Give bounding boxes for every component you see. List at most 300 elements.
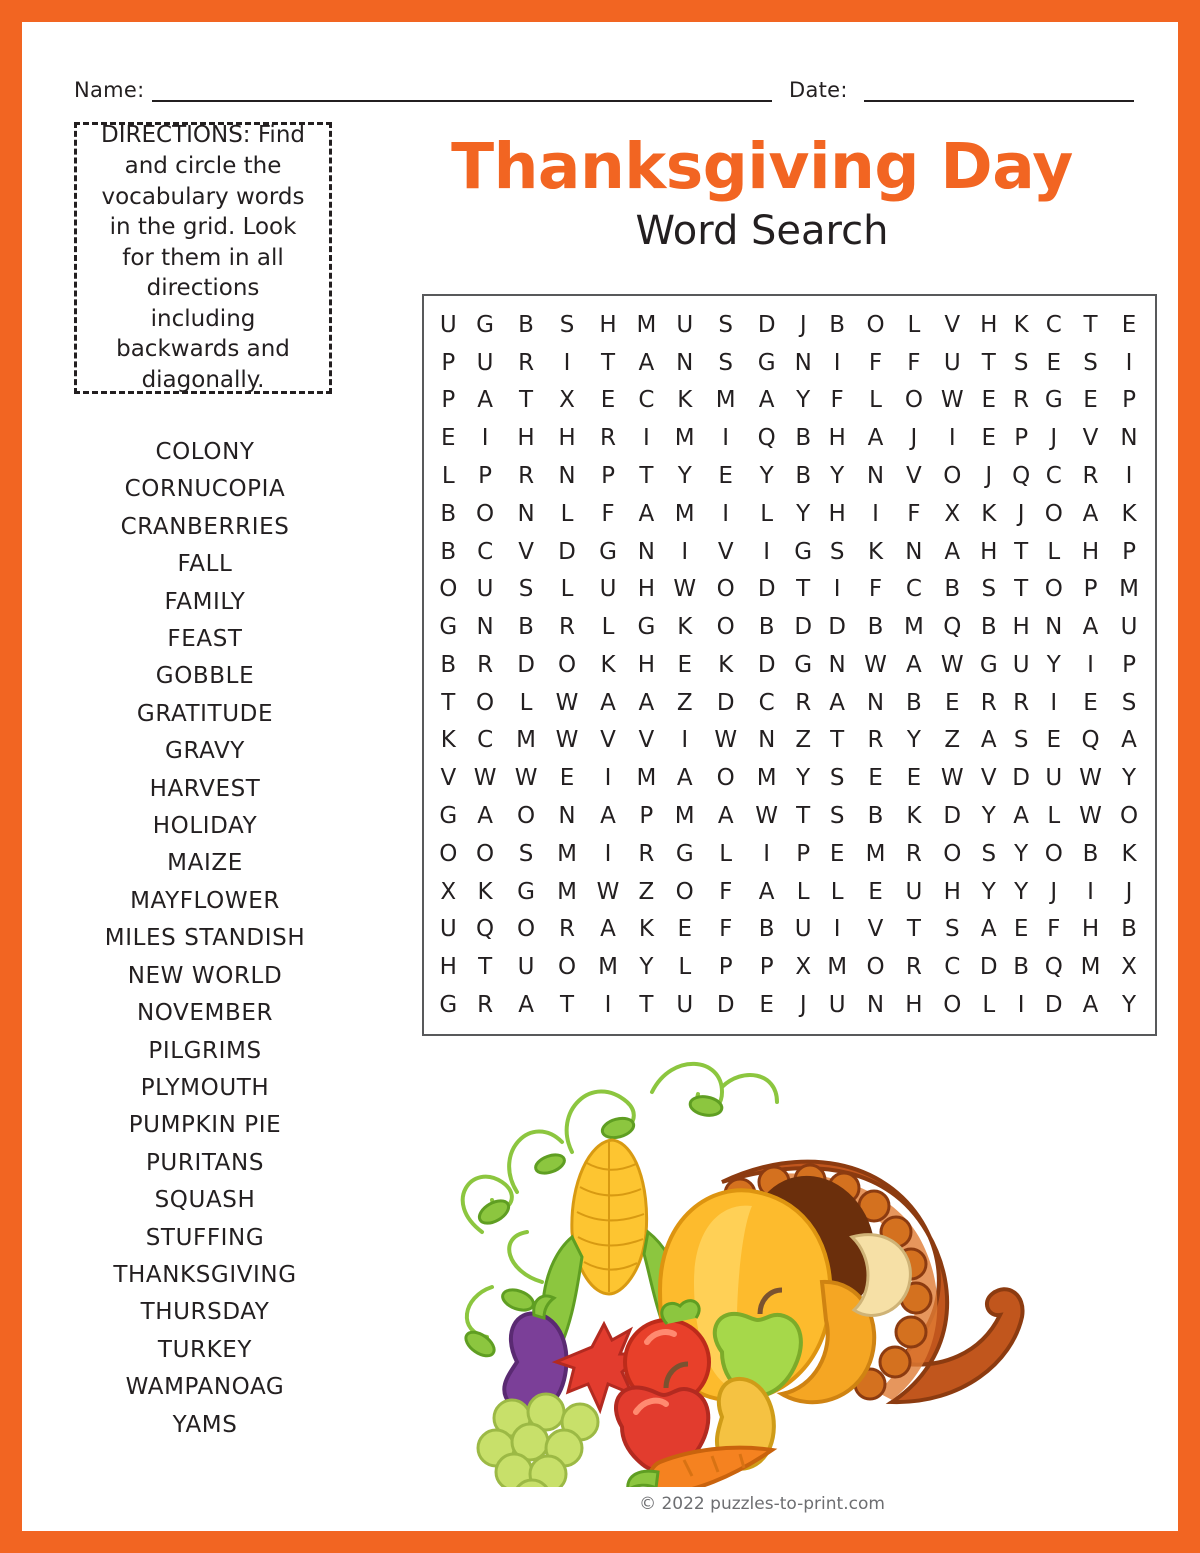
- grid-cell[interactable]: J: [799, 311, 807, 338]
- grid-cell[interactable]: Q: [476, 916, 495, 943]
- grid-cell[interactable]: U: [1045, 765, 1063, 792]
- grid-cell[interactable]: O: [943, 840, 962, 867]
- grid-cell[interactable]: H: [943, 878, 961, 905]
- grid-cell[interactable]: O: [1044, 500, 1063, 527]
- grid-cell[interactable]: R: [518, 349, 535, 376]
- grid-cell[interactable]: U: [905, 878, 923, 905]
- grid-cell[interactable]: Z: [676, 689, 693, 716]
- grid-cell[interactable]: L: [601, 614, 615, 641]
- grid-cell[interactable]: R: [905, 840, 922, 867]
- grid-cell[interactable]: I: [1125, 463, 1133, 490]
- grid-cell[interactable]: L: [830, 878, 844, 905]
- grid-cell[interactable]: G: [637, 614, 656, 641]
- grid-cell[interactable]: K: [981, 500, 997, 527]
- grid-cell[interactable]: K: [638, 916, 654, 943]
- grid-cell[interactable]: M: [827, 954, 848, 981]
- grid-cell[interactable]: A: [1121, 727, 1137, 754]
- grid-cell[interactable]: R: [905, 954, 922, 981]
- grid-cell[interactable]: N: [517, 500, 535, 527]
- grid-cell[interactable]: H: [980, 538, 998, 565]
- grid-cell[interactable]: E: [1083, 689, 1098, 716]
- grid-cell[interactable]: H: [517, 425, 535, 452]
- grid-cell[interactable]: N: [866, 689, 885, 716]
- grid-cell[interactable]: O: [557, 954, 577, 981]
- grid-cell[interactable]: B: [980, 614, 997, 641]
- grid-cell[interactable]: U: [828, 992, 846, 1019]
- grid-cell[interactable]: D: [757, 576, 776, 603]
- grid-cell[interactable]: C: [1045, 311, 1062, 338]
- grid-cell[interactable]: F: [907, 500, 921, 527]
- grid-cell[interactable]: U: [1012, 651, 1030, 678]
- grid-cell[interactable]: L: [796, 878, 810, 905]
- grid-cell[interactable]: S: [1013, 349, 1029, 376]
- grid-cell[interactable]: O: [557, 651, 577, 678]
- grid-cell[interactable]: V: [638, 727, 655, 754]
- grid-cell[interactable]: U: [676, 311, 694, 338]
- grid-cell[interactable]: A: [829, 689, 846, 716]
- grid-cell[interactable]: H: [1081, 538, 1100, 565]
- grid-cell[interactable]: I: [604, 765, 612, 792]
- grid-cell[interactable]: E: [1046, 727, 1062, 754]
- grid-cell[interactable]: B: [829, 311, 846, 338]
- grid-cell[interactable]: S: [1121, 689, 1137, 716]
- grid-cell[interactable]: Y: [830, 463, 845, 490]
- grid-cell[interactable]: Q: [1012, 463, 1031, 490]
- grid-cell[interactable]: S: [829, 538, 845, 565]
- grid-cell[interactable]: V: [518, 538, 534, 565]
- grid-cell[interactable]: J: [910, 425, 918, 452]
- grid-cell[interactable]: Y: [796, 500, 811, 527]
- grid-cell[interactable]: L: [1047, 538, 1061, 565]
- grid-cell[interactable]: H: [637, 651, 656, 678]
- grid-cell[interactable]: J: [1125, 878, 1133, 905]
- grid-cell[interactable]: N: [476, 614, 494, 641]
- grid-cell[interactable]: G: [599, 538, 617, 565]
- grid-cell[interactable]: O: [716, 765, 735, 792]
- grid-cell[interactable]: C: [638, 387, 655, 414]
- grid-cell[interactable]: G: [439, 803, 458, 830]
- grid-cell[interactable]: T: [796, 803, 811, 830]
- grid-cell[interactable]: M: [715, 387, 736, 414]
- grid-cell[interactable]: J: [1017, 500, 1025, 527]
- grid-cell[interactable]: B: [867, 803, 884, 830]
- grid-cell[interactable]: E: [868, 878, 883, 905]
- grid-cell[interactable]: M: [557, 878, 577, 905]
- grid-cell[interactable]: A: [638, 349, 655, 376]
- grid-cell[interactable]: K: [718, 651, 734, 678]
- grid-cell[interactable]: Y: [796, 387, 811, 414]
- grid-cell[interactable]: R: [1013, 689, 1030, 716]
- grid-cell[interactable]: A: [477, 803, 493, 830]
- grid-cell[interactable]: H: [439, 954, 457, 981]
- grid-cell[interactable]: R: [477, 992, 494, 1019]
- grid-cell[interactable]: B: [440, 651, 457, 678]
- grid-cell[interactable]: T: [1014, 538, 1029, 565]
- grid-cell[interactable]: F: [830, 387, 844, 414]
- grid-cell[interactable]: A: [477, 387, 493, 414]
- grid-cell[interactable]: Y: [677, 463, 692, 490]
- grid-cell[interactable]: I: [604, 840, 612, 867]
- grid-cell[interactable]: G: [757, 349, 776, 376]
- grid-cell[interactable]: I: [763, 840, 771, 867]
- grid-cell[interactable]: Y: [981, 803, 996, 830]
- grid-cell[interactable]: L: [1047, 803, 1061, 830]
- grid-cell[interactable]: M: [674, 500, 695, 527]
- grid-cell[interactable]: U: [439, 916, 457, 943]
- grid-cell[interactable]: Y: [639, 954, 654, 981]
- grid-cell[interactable]: P: [718, 954, 733, 981]
- grid-cell[interactable]: A: [600, 689, 616, 716]
- date-write-line[interactable]: [864, 100, 1134, 102]
- grid-cell[interactable]: S: [829, 803, 845, 830]
- grid-cell[interactable]: P: [796, 840, 811, 867]
- grid-cell[interactable]: B: [795, 425, 812, 452]
- grid-cell[interactable]: E: [981, 387, 997, 414]
- grid-cell[interactable]: A: [980, 916, 997, 943]
- grid-cell[interactable]: T: [639, 463, 654, 490]
- grid-cell[interactable]: R: [600, 425, 616, 452]
- grid-cell[interactable]: U: [517, 954, 535, 981]
- grid-cell[interactable]: E: [559, 765, 575, 792]
- grid-cell[interactable]: R: [559, 614, 576, 641]
- grid-cell[interactable]: E: [441, 425, 456, 452]
- grid-cell[interactable]: U: [1120, 614, 1138, 641]
- grid-cell[interactable]: H: [905, 992, 923, 1019]
- grid-cell[interactable]: I: [1087, 651, 1094, 678]
- grid-cell[interactable]: Q: [943, 614, 962, 641]
- grid-cell[interactable]: A: [600, 916, 616, 943]
- grid-cell[interactable]: S: [518, 840, 534, 867]
- grid-cell[interactable]: Z: [795, 727, 812, 754]
- grid-cell[interactable]: Q: [1044, 954, 1063, 981]
- grid-cell[interactable]: M: [865, 840, 886, 867]
- grid-cell[interactable]: V: [867, 916, 884, 943]
- grid-cell[interactable]: G: [794, 651, 813, 678]
- grid-cell[interactable]: G: [1044, 387, 1063, 414]
- grid-cell[interactable]: X: [1121, 954, 1137, 981]
- grid-cell[interactable]: S: [718, 311, 733, 338]
- grid-cell[interactable]: B: [1082, 840, 1099, 867]
- grid-cell[interactable]: N: [1120, 425, 1138, 452]
- grid-cell[interactable]: G: [439, 992, 458, 1019]
- grid-cell[interactable]: R: [638, 840, 655, 867]
- grid-cell[interactable]: D: [979, 954, 998, 981]
- grid-cell[interactable]: K: [440, 727, 456, 754]
- grid-cell[interactable]: A: [676, 765, 693, 792]
- grid-cell[interactable]: A: [717, 803, 734, 830]
- grid-cell[interactable]: U: [943, 349, 961, 376]
- grid-cell[interactable]: D: [943, 803, 962, 830]
- grid-cell[interactable]: O: [476, 840, 495, 867]
- grid-cell[interactable]: Y: [796, 765, 811, 792]
- grid-cell[interactable]: O: [1044, 840, 1063, 867]
- grid-cell[interactable]: F: [868, 576, 883, 603]
- grid-cell[interactable]: I: [722, 500, 730, 527]
- grid-cell[interactable]: B: [440, 538, 457, 565]
- grid-cell[interactable]: C: [944, 954, 961, 981]
- grid-cell[interactable]: S: [559, 311, 575, 338]
- grid-cell[interactable]: I: [1017, 992, 1025, 1019]
- grid-cell[interactable]: U: [476, 576, 494, 603]
- grid-cell[interactable]: I: [833, 576, 841, 603]
- grid-cell[interactable]: B: [867, 614, 884, 641]
- grid-cell[interactable]: E: [829, 840, 845, 867]
- grid-cell[interactable]: B: [518, 311, 534, 338]
- grid-cell[interactable]: C: [477, 727, 494, 754]
- grid-cell[interactable]: I: [1087, 878, 1094, 905]
- grid-cell[interactable]: P: [441, 349, 456, 376]
- grid-cell[interactable]: T: [906, 916, 921, 943]
- grid-cell[interactable]: I: [604, 992, 612, 1019]
- grid-cell[interactable]: T: [478, 954, 493, 981]
- grid-cell[interactable]: H: [1012, 614, 1030, 641]
- grid-cell[interactable]: P: [601, 463, 615, 490]
- grid-cell[interactable]: L: [982, 992, 996, 1019]
- grid-cell[interactable]: U: [794, 916, 812, 943]
- grid-cell[interactable]: A: [980, 727, 997, 754]
- grid-cell[interactable]: K: [1121, 840, 1137, 867]
- grid-cell[interactable]: A: [867, 425, 884, 452]
- grid-cell[interactable]: Q: [1081, 727, 1100, 754]
- grid-cell[interactable]: I: [642, 425, 650, 452]
- grid-cell[interactable]: V: [600, 727, 616, 754]
- grid-cell[interactable]: J: [1050, 425, 1058, 452]
- grid-cell[interactable]: M: [1119, 576, 1139, 603]
- grid-cell[interactable]: T: [600, 349, 616, 376]
- grid-cell[interactable]: A: [1082, 992, 1099, 1019]
- grid-cell[interactable]: N: [637, 538, 655, 565]
- grid-cell[interactable]: I: [563, 349, 571, 376]
- grid-cell[interactable]: X: [559, 387, 575, 414]
- grid-cell[interactable]: T: [441, 689, 456, 716]
- grid-cell[interactable]: Q: [757, 425, 776, 452]
- grid-cell[interactable]: E: [1013, 916, 1029, 943]
- grid-cell[interactable]: O: [439, 576, 458, 603]
- name-write-line[interactable]: [152, 100, 772, 102]
- grid-cell[interactable]: B: [944, 576, 961, 603]
- grid-cell[interactable]: E: [677, 651, 692, 678]
- grid-cell[interactable]: H: [980, 311, 998, 338]
- grid-cell[interactable]: T: [1083, 311, 1098, 338]
- grid-cell[interactable]: A: [1082, 614, 1099, 641]
- grid-cell[interactable]: U: [439, 311, 457, 338]
- grid-cell[interactable]: N: [676, 349, 694, 376]
- grid-cell[interactable]: Y: [759, 463, 774, 490]
- grid-cell[interactable]: E: [759, 992, 774, 1019]
- grid-cell[interactable]: S: [981, 576, 997, 603]
- grid-cell[interactable]: J: [1050, 878, 1058, 905]
- grid-cell[interactable]: E: [906, 765, 922, 792]
- grid-cell[interactable]: E: [981, 425, 997, 452]
- grid-cell[interactable]: F: [907, 349, 921, 376]
- grid-cell[interactable]: V: [440, 765, 457, 792]
- grid-cell[interactable]: V: [717, 538, 734, 565]
- grid-cell[interactable]: N: [558, 463, 576, 490]
- grid-cell[interactable]: R: [518, 463, 535, 490]
- grid-cell[interactable]: L: [719, 840, 733, 867]
- grid-cell[interactable]: D: [716, 992, 735, 1019]
- grid-cell[interactable]: K: [1121, 500, 1137, 527]
- grid-cell[interactable]: M: [516, 727, 536, 754]
- grid-cell[interactable]: I: [681, 538, 689, 565]
- grid-cell[interactable]: M: [756, 765, 777, 792]
- grid-cell[interactable]: Y: [1046, 651, 1061, 678]
- grid-cell[interactable]: T: [560, 992, 575, 1019]
- grid-cell[interactable]: X: [440, 878, 457, 905]
- grid-cell[interactable]: W: [940, 651, 964, 678]
- grid-cell[interactable]: O: [1119, 803, 1139, 830]
- grid-cell[interactable]: A: [758, 878, 775, 905]
- grid-cell[interactable]: D: [1044, 992, 1063, 1019]
- grid-cell[interactable]: S: [1013, 727, 1029, 754]
- grid-cell[interactable]: P: [1122, 387, 1136, 414]
- grid-cell[interactable]: D: [1012, 765, 1030, 792]
- grid-cell[interactable]: L: [760, 500, 774, 527]
- grid-cell[interactable]: O: [866, 954, 885, 981]
- grid-cell[interactable]: A: [758, 387, 775, 414]
- grid-cell[interactable]: E: [600, 387, 616, 414]
- grid-cell[interactable]: T: [830, 727, 845, 754]
- grid-cell[interactable]: L: [560, 576, 574, 603]
- grid-cell[interactable]: L: [560, 500, 574, 527]
- grid-cell[interactable]: V: [980, 765, 997, 792]
- grid-cell[interactable]: I: [833, 349, 841, 376]
- grid-cell[interactable]: S: [718, 349, 733, 376]
- grid-cell[interactable]: W: [755, 803, 779, 830]
- grid-cell[interactable]: R: [795, 689, 812, 716]
- grid-cell[interactable]: I: [763, 538, 771, 565]
- grid-cell[interactable]: E: [944, 689, 960, 716]
- grid-cell[interactable]: M: [674, 425, 695, 452]
- grid-cell[interactable]: L: [907, 311, 921, 338]
- grid-cell[interactable]: O: [517, 916, 536, 943]
- grid-cell[interactable]: O: [716, 614, 735, 641]
- grid-cell[interactable]: R: [559, 916, 576, 943]
- grid-cell[interactable]: A: [518, 992, 534, 1019]
- grid-cell[interactable]: K: [677, 387, 693, 414]
- grid-cell[interactable]: C: [477, 538, 494, 565]
- grid-cell[interactable]: N: [866, 463, 885, 490]
- grid-cell[interactable]: Y: [1121, 765, 1137, 792]
- grid-cell[interactable]: E: [718, 463, 733, 490]
- grid-cell[interactable]: B: [905, 689, 922, 716]
- grid-cell[interactable]: A: [638, 689, 655, 716]
- grid-cell[interactable]: K: [867, 538, 884, 565]
- grid-cell[interactable]: F: [1047, 916, 1061, 943]
- grid-cell[interactable]: O: [866, 311, 885, 338]
- grid-cell[interactable]: O: [517, 803, 536, 830]
- grid-cell[interactable]: P: [1122, 651, 1136, 678]
- grid-cell[interactable]: C: [758, 689, 775, 716]
- grid-cell[interactable]: V: [944, 311, 961, 338]
- grid-cell[interactable]: C: [905, 576, 922, 603]
- grid-cell[interactable]: W: [673, 576, 697, 603]
- grid-cell[interactable]: E: [868, 765, 883, 792]
- grid-cell[interactable]: K: [477, 878, 493, 905]
- grid-cell[interactable]: U: [676, 992, 694, 1019]
- grid-cell[interactable]: L: [441, 463, 455, 490]
- grid-cell[interactable]: W: [555, 727, 579, 754]
- grid-cell[interactable]: K: [600, 651, 616, 678]
- grid-cell[interactable]: F: [719, 878, 733, 905]
- grid-cell[interactable]: P: [478, 463, 493, 490]
- grid-cell[interactable]: B: [1121, 916, 1137, 943]
- grid-cell[interactable]: V: [1082, 425, 1099, 452]
- word-search-grid[interactable]: [422, 294, 1157, 1036]
- grid-cell[interactable]: M: [598, 954, 618, 981]
- grid-cell[interactable]: I: [681, 727, 689, 754]
- grid-cell[interactable]: G: [675, 840, 694, 867]
- grid-cell[interactable]: H: [599, 311, 617, 338]
- grid-cell[interactable]: I: [833, 916, 841, 943]
- grid-cell[interactable]: E: [1046, 349, 1062, 376]
- grid-cell[interactable]: Z: [944, 727, 961, 754]
- grid-cell[interactable]: W: [864, 651, 887, 678]
- grid-cell[interactable]: N: [794, 349, 812, 376]
- grid-cell[interactable]: F: [719, 916, 733, 943]
- grid-cell[interactable]: I: [722, 425, 730, 452]
- grid-cell[interactable]: M: [1080, 954, 1101, 981]
- grid-cell[interactable]: G: [794, 538, 813, 565]
- grid-cell[interactable]: G: [439, 614, 458, 641]
- grid-cell[interactable]: D: [794, 614, 813, 641]
- grid-cell[interactable]: U: [599, 576, 617, 603]
- grid-cell[interactable]: O: [675, 878, 694, 905]
- grid-cell[interactable]: D: [828, 614, 846, 641]
- grid-cell[interactable]: H: [1081, 916, 1100, 943]
- grid-cell[interactable]: H: [558, 425, 576, 452]
- grid-cell[interactable]: B: [758, 916, 775, 943]
- grid-cell[interactable]: W: [514, 765, 538, 792]
- grid-cell[interactable]: B: [518, 614, 534, 641]
- grid-cell[interactable]: U: [476, 349, 494, 376]
- grid-cell[interactable]: P: [1014, 425, 1029, 452]
- grid-cell[interactable]: S: [944, 916, 960, 943]
- grid-cell[interactable]: K: [677, 614, 693, 641]
- grid-cell[interactable]: E: [1083, 387, 1098, 414]
- grid-cell[interactable]: A: [600, 803, 616, 830]
- grid-cell[interactable]: I: [872, 500, 879, 527]
- grid-cell[interactable]: W: [1079, 803, 1102, 830]
- grid-cell[interactable]: N: [828, 651, 846, 678]
- grid-cell[interactable]: M: [636, 311, 657, 338]
- grid-cell[interactable]: L: [519, 689, 533, 716]
- grid-cell[interactable]: L: [678, 954, 692, 981]
- grid-cell[interactable]: Z: [638, 878, 655, 905]
- grid-cell[interactable]: G: [517, 878, 535, 905]
- grid-cell[interactable]: N: [1045, 614, 1063, 641]
- grid-cell[interactable]: P: [639, 803, 654, 830]
- grid-cell[interactable]: J: [799, 992, 807, 1019]
- grid-cell[interactable]: X: [944, 500, 961, 527]
- grid-cell[interactable]: Y: [1121, 992, 1137, 1019]
- grid-table[interactable]: [432, 306, 1147, 1024]
- grid-cell[interactable]: D: [757, 651, 776, 678]
- grid-cell[interactable]: A: [1013, 803, 1030, 830]
- grid-cell[interactable]: G: [476, 311, 494, 338]
- grid-cell[interactable]: O: [716, 576, 735, 603]
- grid-cell[interactable]: P: [759, 954, 774, 981]
- grid-cell[interactable]: V: [906, 463, 922, 490]
- grid-cell[interactable]: O: [943, 992, 962, 1019]
- grid-cell[interactable]: D: [757, 311, 776, 338]
- grid-cell[interactable]: I: [481, 425, 489, 452]
- grid-cell[interactable]: P: [441, 387, 456, 414]
- grid-cell[interactable]: A: [1082, 500, 1099, 527]
- grid-cell[interactable]: O: [904, 387, 923, 414]
- grid-cell[interactable]: W: [714, 727, 738, 754]
- grid-cell[interactable]: O: [476, 689, 495, 716]
